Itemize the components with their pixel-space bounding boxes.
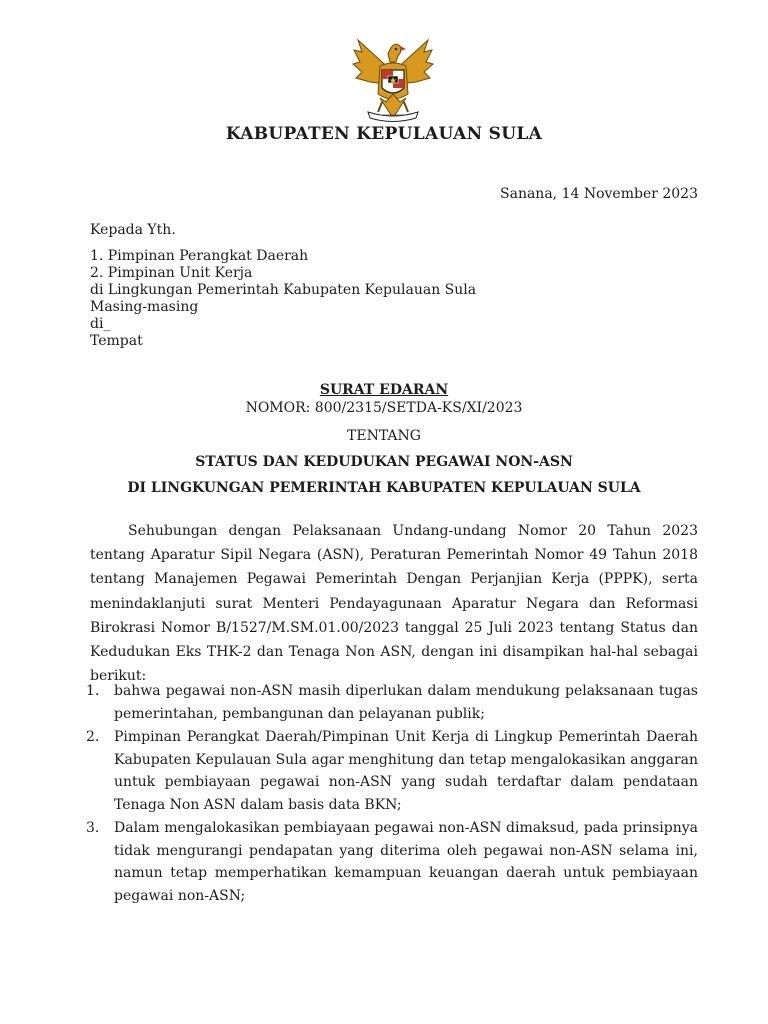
subject-line-1: STATUS DAN KEDUDUKAN PEGAWAI NON-ASN (195, 454, 573, 470)
list-item-number: 2. (86, 729, 100, 745)
recipient-line: Tempat (90, 333, 143, 349)
regency-title: KABUPATEN KEPULAUAN SULA (225, 124, 543, 144)
list-item-text: Dalam mengalokasikan pembiayaan pegawai non-ASN dimaksud, pada prinsipnya tidak mengurangi pendapatan yang diterima oleh pegawai non-ASN selama ini, namun tetap memperhatikan kemampuan keuangan daerah untuk pembiayaan pegawai non-ASN; (114, 820, 698, 904)
circular-number: NOMOR: 800/2315/SETDA-KS/XI/2023 (245, 400, 523, 416)
intro-paragraph: Sehubungan dengan Pelaksanaan Undang-undang Nomor 20 Tahun 2023 tentang Aparatur Sipil Negara (ASN), Peraturan Pemerintah Nomor 49 Tahun 2018 tentang Manajemen Pegawai Pemerintah Dengan Perjanjian Kerja (PPPK), serta menindaklanjuti surat Menteri Pendayagunaan Aparatur Negara dan Reformasi Birokrasi Nomor B/1527/M.SM.01.00/2023 tanggal 25 Juli 2023 tentang Status dan Kedudukan Eks THK-2 dan Tenaga Non ASN, dengan ini disampikan hal-hal sebagai berikut: (90, 523, 698, 685)
recipient-block (90, 222, 476, 350)
place-date: Sanana, 14 November 2023 (500, 186, 698, 202)
circular-title: SURAT EDARAN (319, 382, 449, 398)
recipient-line: Masing-masing (90, 299, 199, 315)
list-item (86, 726, 698, 816)
list-item-text: bahwa pegawai non-ASN masih diperlukan dalam mendukung pelaksanaan tugas pemerintahan, pembangunan dan pelayanan publik; (114, 683, 698, 722)
list-item-number: 1. (86, 683, 100, 699)
subject-line-2: DI LINGKUNGAN PEMERINTAH KABUPATEN KEPULAUAN SULA (127, 480, 641, 496)
recipient-line: di Lingkungan Pemerintah Kabupaten Kepulauan Sula (90, 282, 477, 298)
recipient-line: 2. Pimpinan Unit Kerja (90, 265, 253, 281)
about-label: TENTANG (347, 428, 421, 444)
point-list (86, 680, 698, 908)
garuda-emblem-icon (350, 32, 436, 124)
salutation: Kepada Yth. (90, 222, 176, 238)
list-item (86, 680, 698, 725)
recipient-line: 1. Pimpinan Perangkat Daerah (90, 248, 309, 264)
recipient-line: di_ (90, 316, 111, 332)
list-item-text: Pimpinan Perangkat Daerah/Pimpinan Unit Kerja di Lingkup Pemerintah Daerah Kabupaten Kepulauan Sula agar menghitung dan tetap mengalokasikan anggaran untuk pembiayaan pegawai non-ASN yang sudah terdaftar dalam pendataan Tenaga Non ASN dalam basis data BKN; (114, 729, 698, 813)
list-item-number: 3. (86, 820, 100, 836)
list-item (86, 817, 698, 907)
